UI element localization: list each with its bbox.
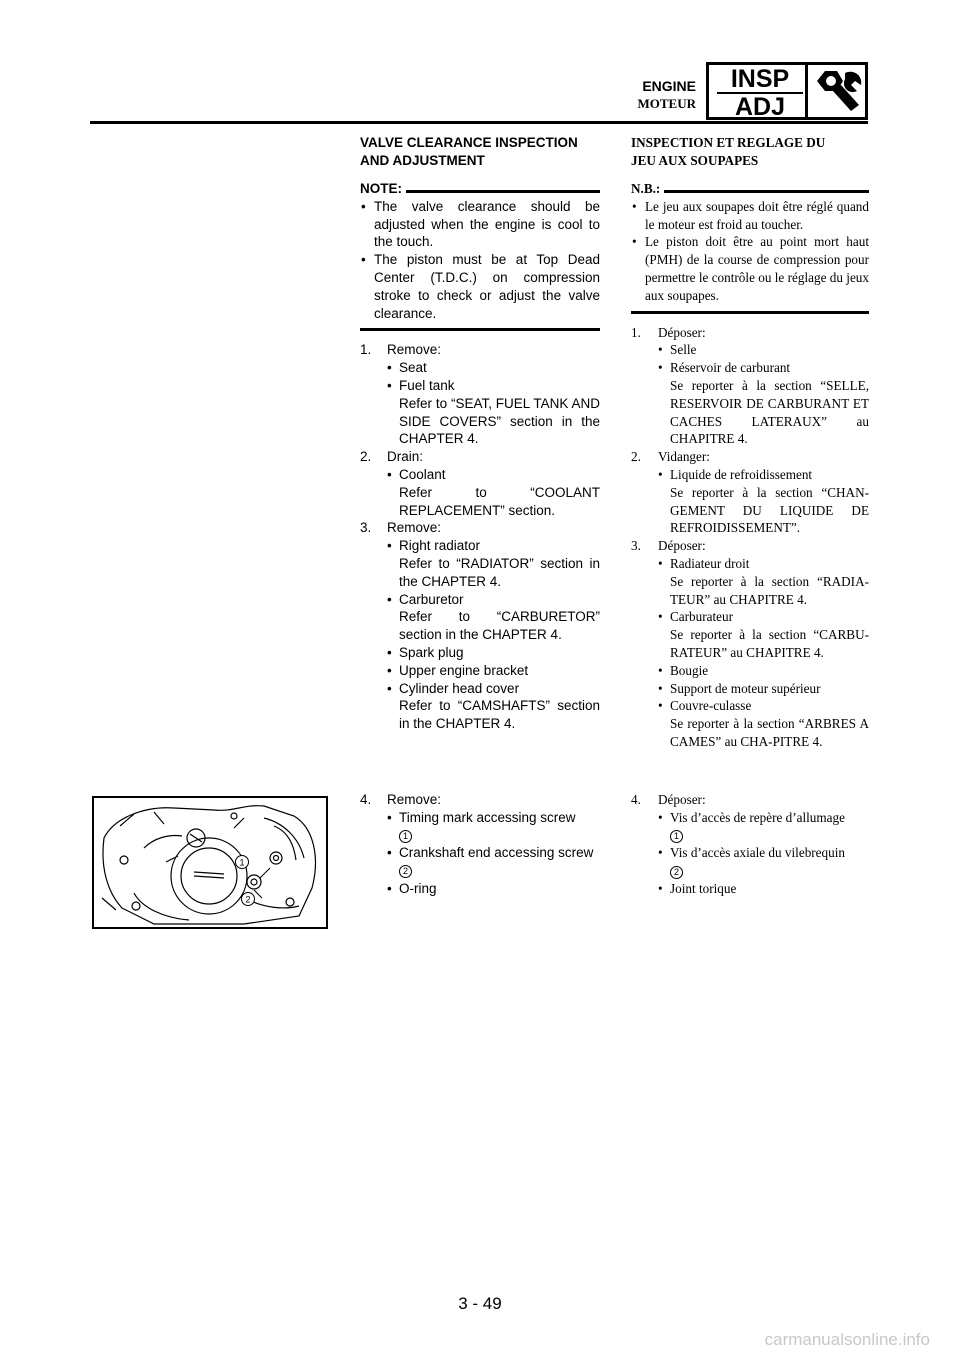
english-step-4-block bbox=[360, 791, 600, 898]
engine-cover-drawing bbox=[94, 798, 326, 927]
list-item: • Couvre-culasse bbox=[658, 697, 869, 715]
list-item: • Carburateur bbox=[658, 608, 869, 626]
list-item: • Spark plug bbox=[387, 644, 600, 662]
step-label: Remove: bbox=[387, 520, 442, 536]
callout-number: 2 bbox=[399, 865, 412, 878]
list-item: • O-ring bbox=[387, 880, 600, 898]
note-header bbox=[631, 180, 869, 198]
title-french-line2: JEU AUX SOUPAPES bbox=[631, 153, 759, 168]
reference-text: Refer to “CAMSHAFTS” section in the CHAPTER 4. bbox=[399, 698, 600, 732]
note-end-rule bbox=[360, 328, 600, 331]
reference-text: Refer to “RADIATOR” section in the CHAPTER 4. bbox=[399, 555, 600, 589]
step-number: 3. bbox=[360, 520, 372, 536]
badge-divider bbox=[805, 65, 808, 117]
engine-cover-illustration bbox=[92, 796, 328, 929]
reference-text: Refer to “CARBURETOR” section in the CHAPTER 4. bbox=[399, 609, 600, 643]
note-header bbox=[360, 180, 600, 198]
list-item-text: Vis d’accès de repère d’allumage bbox=[670, 809, 845, 825]
step-3 bbox=[360, 519, 600, 733]
step-number: 4. bbox=[360, 792, 372, 807]
list-item: • Coolant bbox=[387, 466, 600, 484]
note-item: • The valve clearance should be adjusted when the engine is cool to the touch. bbox=[360, 198, 600, 251]
insp-adj-badge bbox=[706, 62, 868, 120]
title-english bbox=[360, 134, 600, 170]
list-item: • Liquide de refroidissement bbox=[658, 466, 869, 484]
step-label: Déposer: bbox=[658, 792, 706, 807]
step-4 bbox=[360, 791, 600, 898]
note-rule bbox=[406, 190, 600, 193]
list-item: • Bougie bbox=[658, 662, 869, 680]
list-item: • Carburetor bbox=[387, 591, 600, 609]
list-item: • Joint torique bbox=[658, 880, 869, 898]
page-number: 3 - 49 bbox=[458, 1294, 502, 1313]
list-item: • Right radiator bbox=[387, 537, 600, 555]
list-item: • Seat bbox=[387, 359, 600, 377]
reference-text: Refer to “COOLANT REPLACEMENT” section. bbox=[399, 484, 600, 518]
watermark: carmanualsonline.info bbox=[764, 1330, 930, 1349]
title-french-line1: INSPECTION ET REGLAGE DU bbox=[631, 135, 826, 150]
step-label: Remove: bbox=[387, 342, 442, 358]
list-item bbox=[387, 844, 600, 880]
list-item: • Cylinder head cover bbox=[387, 680, 600, 698]
step-2 bbox=[360, 448, 600, 519]
list-item: • Réservoir de carburant bbox=[658, 359, 869, 377]
step-label: Drain: bbox=[387, 449, 424, 465]
note-label: N.B.: bbox=[631, 181, 661, 196]
step-label: Vidanger: bbox=[658, 449, 710, 465]
list-item bbox=[387, 809, 600, 845]
callout-1-label: 1 bbox=[239, 857, 245, 868]
note-item: • Le jeu aux soupapes doit être réglé quand le moteur est froid au toucher. bbox=[631, 198, 869, 234]
reference-text: Se reporter à la section “SELLE, RESERVOIR DE CARBURANT ET CACHES LATERAUX” au CHAPITRE 4. bbox=[670, 377, 869, 447]
callout-number: 2 bbox=[670, 866, 683, 879]
list-item: • Selle bbox=[658, 341, 869, 359]
note-rule bbox=[664, 190, 869, 193]
list-item-text: Timing mark accessing screw bbox=[399, 809, 576, 825]
note-item: • Le piston doit être au point mort haut (PMH) de la course de compression pour permettre le contrôle ou le réglage du jeux aux soupapes. bbox=[631, 233, 869, 304]
list-item: • Radiateur droit bbox=[658, 555, 869, 573]
title-english-line1: VALVE CLEARANCE INSPECTION bbox=[360, 135, 578, 150]
step-1 bbox=[631, 324, 869, 449]
section-title-english: ENGINE bbox=[642, 78, 696, 94]
note-item: • The piston must be at Top Dead Center (T.D.C.) on compression stroke to check or adjust the valve clearance. bbox=[360, 251, 600, 322]
callout-number: 1 bbox=[670, 830, 683, 843]
list-item-text: Crankshaft end accessing screw bbox=[399, 845, 594, 861]
step-number: 2. bbox=[360, 449, 372, 465]
list-item: • Fuel tank bbox=[387, 377, 600, 395]
french-step-4-block bbox=[631, 791, 869, 898]
reference-text: Se reporter à la section “CARBU-RATEUR” au CHAPITRE 4. bbox=[670, 627, 869, 660]
step-2 bbox=[631, 448, 869, 537]
step-number: 1. bbox=[631, 324, 641, 340]
reference-text: Se reporter à la section “RADIA-TEUR” au CHAPITRE 4. bbox=[670, 573, 869, 607]
english-column bbox=[360, 134, 600, 733]
reference-text: Refer to “SEAT, FUEL TANK AND SIDE COVERS” section in the CHAPTER 4. bbox=[399, 395, 600, 447]
note-label: NOTE: bbox=[360, 181, 402, 196]
wrench-nut-icon bbox=[811, 67, 865, 115]
badge-line-adj: ADJ bbox=[734, 93, 785, 121]
step-number: 1. bbox=[360, 342, 372, 358]
header-rule bbox=[90, 121, 868, 124]
title-english-line2: AND ADJUSTMENT bbox=[360, 153, 485, 168]
list-item: • Support de moteur supérieur bbox=[658, 680, 869, 698]
list-item bbox=[658, 844, 869, 880]
reference-text: Se reporter à la section “CHAN-GEMENT DU LIQUIDE DE REFROIDISSEMENT”. bbox=[670, 484, 869, 536]
step-number: 2. bbox=[631, 449, 641, 465]
reference-text: Se reporter à la section “ARBRES A CAMES” au CHA-PITRE 4. bbox=[670, 716, 869, 749]
step-number: 3. bbox=[631, 538, 641, 554]
step-label: Déposer: bbox=[658, 324, 706, 340]
list-item-text: Vis d’accès axiale du vilebrequin bbox=[670, 845, 845, 861]
title-french bbox=[631, 134, 869, 170]
list-item: • Upper engine bracket bbox=[387, 662, 600, 680]
step-label: Remove: bbox=[387, 792, 442, 807]
step-4 bbox=[631, 791, 869, 898]
step-1 bbox=[360, 341, 600, 448]
section-title-french: MOTEUR bbox=[637, 96, 696, 111]
step-label: Déposer: bbox=[658, 538, 706, 554]
badge-label bbox=[717, 66, 803, 120]
list-item bbox=[658, 809, 869, 845]
french-column bbox=[631, 134, 869, 751]
callout-number: 1 bbox=[399, 830, 412, 843]
badge-line-insp: INSP bbox=[717, 66, 803, 94]
callout-2-label: 2 bbox=[245, 894, 251, 905]
note-end-rule bbox=[631, 311, 869, 314]
step-number: 4. bbox=[631, 792, 641, 807]
step-3 bbox=[631, 537, 869, 751]
